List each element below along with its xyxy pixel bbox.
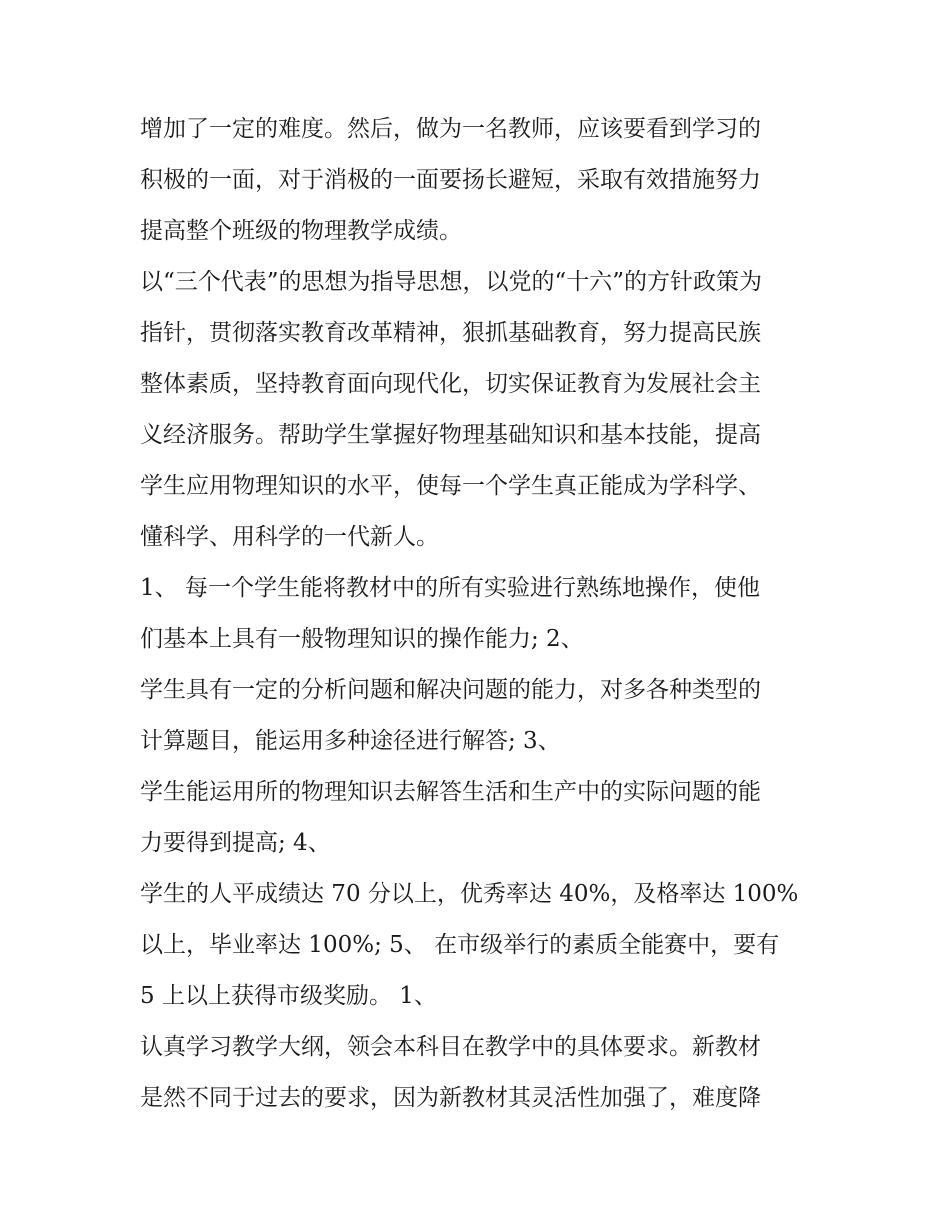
- text-line: 指针，贯彻落实教育改革精神，狠抓基础教育，努力提高民族: [140, 320, 761, 346]
- text-line: 以“三个代表”的思想为指导思想，以党的“十六”的方针政策为: [140, 269, 763, 295]
- text-line: 懂科学、用科学的一代新人。: [140, 524, 439, 550]
- text-line: 学生能运用所的物理知识去解答生活和生产中的实际问题的能: [140, 779, 761, 805]
- text-line: 学生的人平成绩达 70 分以上，优秀率达 40%，及格率达 100%: [140, 881, 799, 907]
- text-line: 5 上以上获得市级奖励。 1、: [140, 983, 437, 1009]
- text-line: 是然不同于过去的要求，因为新教材其灵活性加强了，难度降: [140, 1085, 761, 1111]
- text-line: 力要得到提高; 4、: [140, 830, 331, 856]
- text-line: 们基本上具有一般物理知识的操作能力; 2、: [140, 626, 584, 652]
- document-body: [140, 104, 820, 1124]
- text-line: 计算题目，能运用多种途径进行解答; 3、: [140, 728, 561, 754]
- text-line: 整体素质，坚持教育面向现代化，切实保证教育为发展社会主: [140, 371, 761, 397]
- text-line: 积极的一面，对于消极的一面要扬长避短，采取有效措施努力: [140, 167, 761, 193]
- text-line: 增加了一定的难度。然后，做为一名教师，应该要看到学习的: [140, 116, 761, 142]
- text-line: 1、 每一个学生能将教材中的所有实验进行熟练地操作，使他: [140, 575, 760, 601]
- text-line: 学生应用物理知识的水平，使每一个学生真正能成为学科学、: [140, 473, 761, 499]
- text-line: 以上，毕业率达 100%; 5、 在市级举行的素质全能赛中，要有: [140, 932, 780, 958]
- text-line: 学生具有一定的分析问题和解决问题的能力，对多各种类型的: [140, 677, 761, 703]
- text-line: 提高整个班级的物理教学成绩。: [140, 218, 462, 244]
- text-line: 认真学习教学大纲，领会本科目在教学中的具体要求。新教材: [140, 1034, 761, 1060]
- text-line: 义经济服务。帮助学生掌握好物理基础知识和基本技能，提高: [140, 422, 761, 448]
